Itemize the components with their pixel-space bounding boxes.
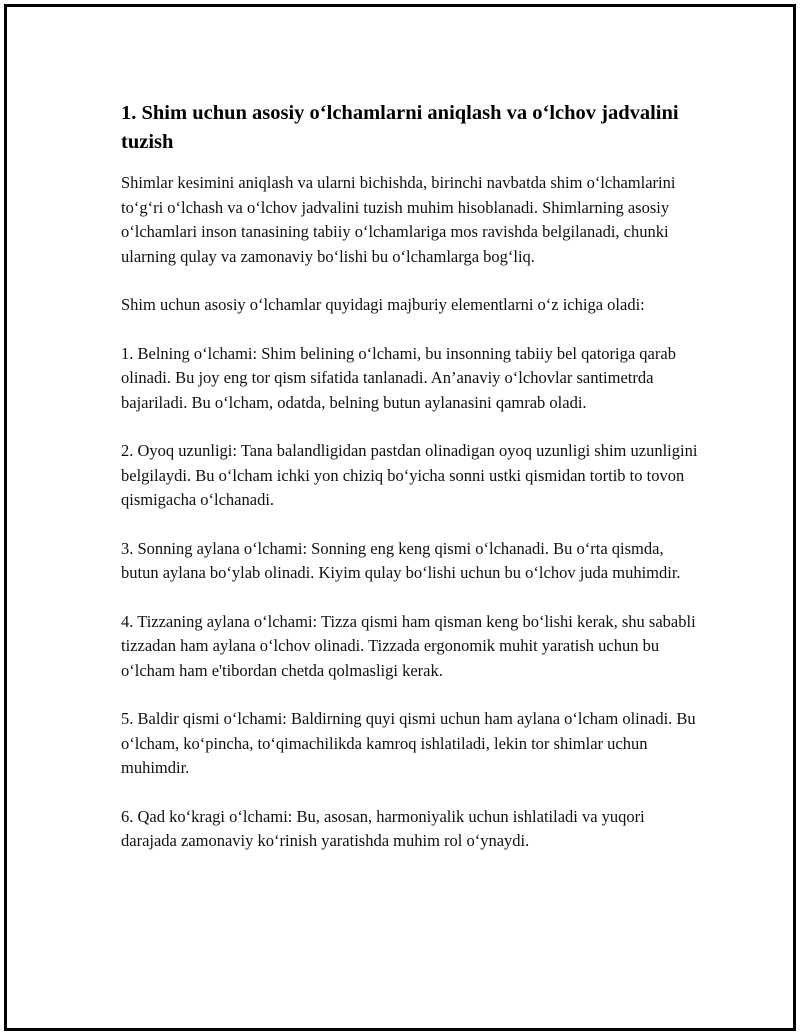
item-leg-length: 2. Oyoq uzunligi: Tana balandligidan pastdan olinadigan oyoq uzunligi shim uzunligini belgilaydi. Bu oʻlcham ichki yon chiziq boʻyicha sonni ustki qismidan tortib to tovon qismigacha oʻlchanadi. <box>121 441 698 509</box>
item-calf-measurement: 5. Baldir qismi oʻlchami: Baldirning quyi qismi uchun ham aylana oʻlcham olinadi. Bu oʻlcham, koʻpincha, toʻqimachilikda kamroq ishlatiladi, lekin tor shimlar uchun muhimdir. <box>121 709 696 777</box>
page-border <box>4 4 796 1031</box>
item-knee-circumference: 4. Tizzaning aylana oʻlchami: Tizza qismi ham qisman keng boʻlishi kerak, shu sababli tizzadan ham aylana oʻlchov olinadi. Tizzada ergonomik muhit yaratish uchun bu oʻlcham ham e'tibordan chetda qolmasligi kerak. <box>121 611 696 680</box>
item-chest-measurement: 6. Qad koʻkragi oʻlchami: Bu, asosan, harmoniyalik uchun ishlatiladi va yuqori darajada zamonaviy koʻrinish yaratishda muhim rol oʻynaydi. <box>121 806 645 850</box>
item-waist-measurement: 1. Belning oʻlchami: Shim belining oʻlchami, bu insonning tabiiy bel qatoriga qarab olinadi. Bu joy eng tor qism sifatida tanlanadi. An’anaviy oʻlchovlar santimetrda bajariladi. Bu oʻlcham, odatda, belning butun aylanasini qamrab oladi. <box>121 343 676 412</box>
list-intro-paragraph: Shim uchun asosiy oʻlchamlar quyidagi majburiy elementlarni oʻz ichiga oladi: <box>121 295 645 314</box>
document-body <box>121 99 701 878</box>
item-thigh-circumference: 3. Sonning aylana oʻlchami: Sonning eng keng qismi oʻlchanadi. Bu oʻrta qismda, butun aylana boʻylab olinadi. Kiyim qulay boʻlishi uchun bu oʻlchov juda muhimdir. <box>121 538 681 582</box>
intro-paragraph: Shimlar kesimini aniqlash va ularni bichishda, birinchi navbatda shim oʻlchamlarini toʻgʻri oʻlchash va oʻlchov jadvalini tuzish muhim hisoblanadi. Shimlarning asosiy oʻlchamlari inson tanasining tabiiy oʻlchamlariga mos ravishda belgilanadi, chunki ularning qulay va zamonaviy boʻlishi bu oʻlchamlarga bogʻliq. <box>121 173 676 266</box>
section-heading: 1. Shim uchun asosiy oʻlchamlarni aniqlash va oʻlchov jadvalini tuzish <box>121 102 679 153</box>
